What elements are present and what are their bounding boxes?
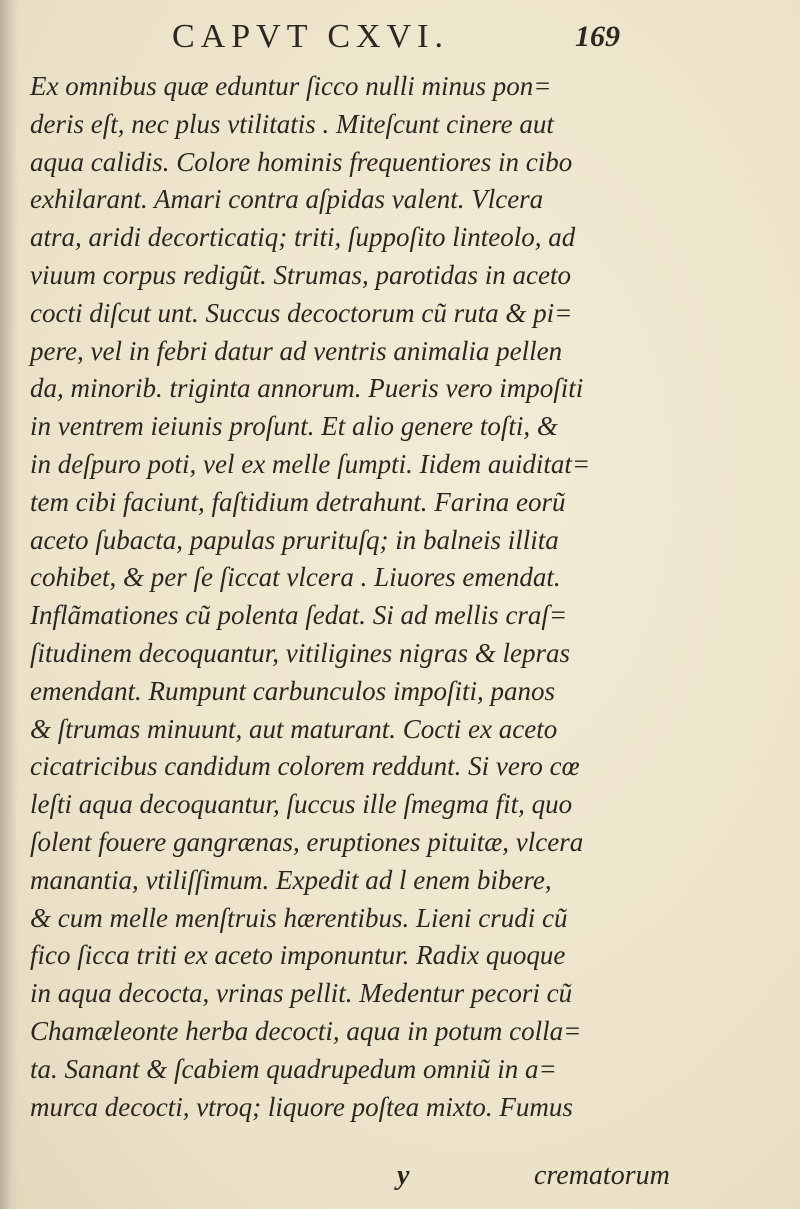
text-line: Ex omnibus quæ eduntur ſicco nulli minus pon= bbox=[30, 71, 552, 101]
text-line: deris eſt, nec plus vtilitatis . Miteſcunt cinere aut bbox=[30, 108, 554, 139]
body-text bbox=[30, 68, 720, 1126]
page-number: 169 bbox=[575, 20, 620, 53]
text-line: murca decocti, vtroq; liquore poſtea mixto. Fumus bbox=[30, 1091, 573, 1122]
running-title: CAPVT CXVI. bbox=[172, 18, 449, 55]
text-line: in deſpuro poti, vel ex melle ſumpti. Iidem auiditat= bbox=[30, 448, 591, 479]
text-line: leſti aqua decoquantur, ſuccus ille ſmegma fit, quo bbox=[30, 789, 573, 820]
running-header bbox=[0, 18, 800, 62]
text-line: exhilarant. Amari contra aſpidas valent. Vlcera bbox=[30, 184, 544, 215]
text-line: in aqua decocta, vrinas pellit. Medentur pecori cũ bbox=[30, 978, 573, 1009]
text-line: cohibet, & per ſe ſiccat vlcera . Liuores emendat. bbox=[30, 562, 561, 593]
text-line: pere, vel in febri datur ad ventris animalia pellen bbox=[30, 335, 563, 366]
text-line: ſitudinem decoquantur, vitiligines nigras & lepras bbox=[30, 637, 570, 668]
text-line: aceto ſubacta, papulas prurituſq; in balneis illita bbox=[30, 524, 559, 555]
text-line: viuum corpus redigũt. Strumas, parotidas in aceto bbox=[30, 259, 571, 290]
text-line: fico ſicca triti ex aceto imponuntur. Radix quoque bbox=[30, 940, 566, 971]
text-line: & cum melle menſtruis hærentibus. Lieni crudi cũ bbox=[30, 902, 568, 933]
page-footer bbox=[0, 1160, 800, 1200]
text-line: atra, aridi decorticatiq; triti, ſuppoſito linteolo, ad bbox=[30, 222, 576, 253]
text-line: Inflãmationes cũ polenta ſedat. Si ad mellis craſ= bbox=[30, 600, 568, 631]
text-line: tem cibi faciunt, faſtidium detrahunt. Farina eorũ bbox=[30, 486, 566, 517]
catchword: crematorum bbox=[534, 1160, 670, 1191]
page-gutter-shadow bbox=[0, 0, 18, 1209]
text-line: Chamæleonte herba decocti, aqua in potum colla= bbox=[30, 1015, 582, 1046]
text-line: in ventrem ieiunis proſunt. Et alio genere toſti, & bbox=[30, 411, 558, 442]
text-line: cicatricibus candidum colorem reddunt. Si vero cœ bbox=[30, 751, 580, 782]
text-line: ſolent fouere gangrænas, eruptiones pituitæ, vlcera bbox=[30, 826, 584, 857]
text-line: da, minorib. triginta annorum. Pueris vero impoſiti bbox=[30, 373, 584, 404]
signature-mark: y bbox=[397, 1160, 410, 1191]
text-line: manantia, vtiliſſimum. Expedit ad l enem bibere, bbox=[30, 864, 552, 895]
text-line: aqua calidis. Colore hominis frequentiores in cibo bbox=[30, 146, 573, 177]
text-line: cocti diſcut unt. Succus decoctorum cũ ruta & pi= bbox=[30, 297, 573, 328]
text-line: & ſtrumas minuunt, aut maturant. Cocti ex aceto bbox=[30, 713, 558, 744]
text-line: emendant. Rumpunt carbunculos impoſiti, panos bbox=[30, 675, 555, 706]
text-line: ta. Sanant & ſcabiem quadrupedum omniũ in a= bbox=[30, 1053, 557, 1084]
